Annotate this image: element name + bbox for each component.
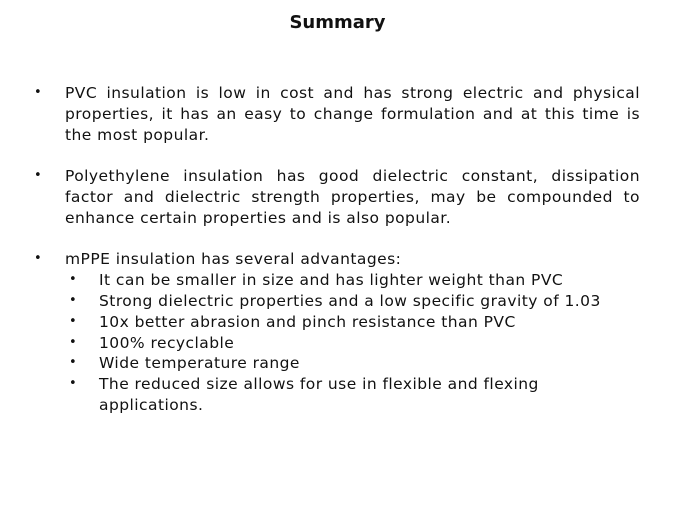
bullet-item-polyethylene: [30, 166, 640, 228]
sub-bullet-icon: •: [69, 334, 78, 350]
bullet-icon: •: [34, 251, 43, 267]
bullet-item-mppe: [30, 249, 640, 415]
sub-bullet-text: 100% recyclable: [99, 333, 235, 352]
sub-bullet-item: [65, 270, 640, 291]
sub-bullet-list: [65, 270, 640, 416]
sub-bullet-icon: •: [69, 376, 78, 392]
bullet-icon: •: [34, 85, 43, 100]
sub-bullet-icon: •: [69, 272, 78, 288]
sub-bullet-item: [65, 291, 640, 312]
slide-title: Summary: [289, 12, 386, 33]
sub-bullet-item: [65, 374, 640, 416]
bullet-list: [30, 83, 640, 437]
sub-bullet-text: Strong dielectric properties and a low specific gravity of 1.03: [99, 291, 601, 310]
sub-bullet-item: [65, 333, 640, 354]
sub-bullet-item: [65, 353, 640, 374]
sub-bullet-text: Wide temperature range: [99, 354, 300, 373]
sub-bullet-icon: •: [69, 355, 78, 371]
bullet-item-pvc: [30, 83, 640, 145]
bullet-text: mPPE insulation has several advantages:: [65, 250, 402, 269]
sub-bullet-text: It can be smaller in size and has lighter weight than PVC: [99, 271, 564, 290]
sub-bullet-text: The reduced size allows for use in flexible and flexing applications.: [99, 375, 539, 414]
sub-bullet-icon: •: [69, 292, 78, 308]
sub-bullet-text: 10x better abrasion and pinch resistance than PVC: [99, 312, 516, 331]
bullet-text: Polyethylene insulation has good dielectric constant, dissipation factor and dielectric strength properties, may be compounded to enhance certain properties and is also popular.: [65, 167, 640, 227]
sub-bullet-item: [65, 312, 640, 333]
bullet-icon: •: [34, 168, 43, 184]
bullet-text: PVC insulation is low in cost and has strong electric and physical properties, it has an easy to change formulation and at this time is the most popular.: [65, 84, 640, 144]
sub-bullet-icon: •: [69, 313, 78, 329]
